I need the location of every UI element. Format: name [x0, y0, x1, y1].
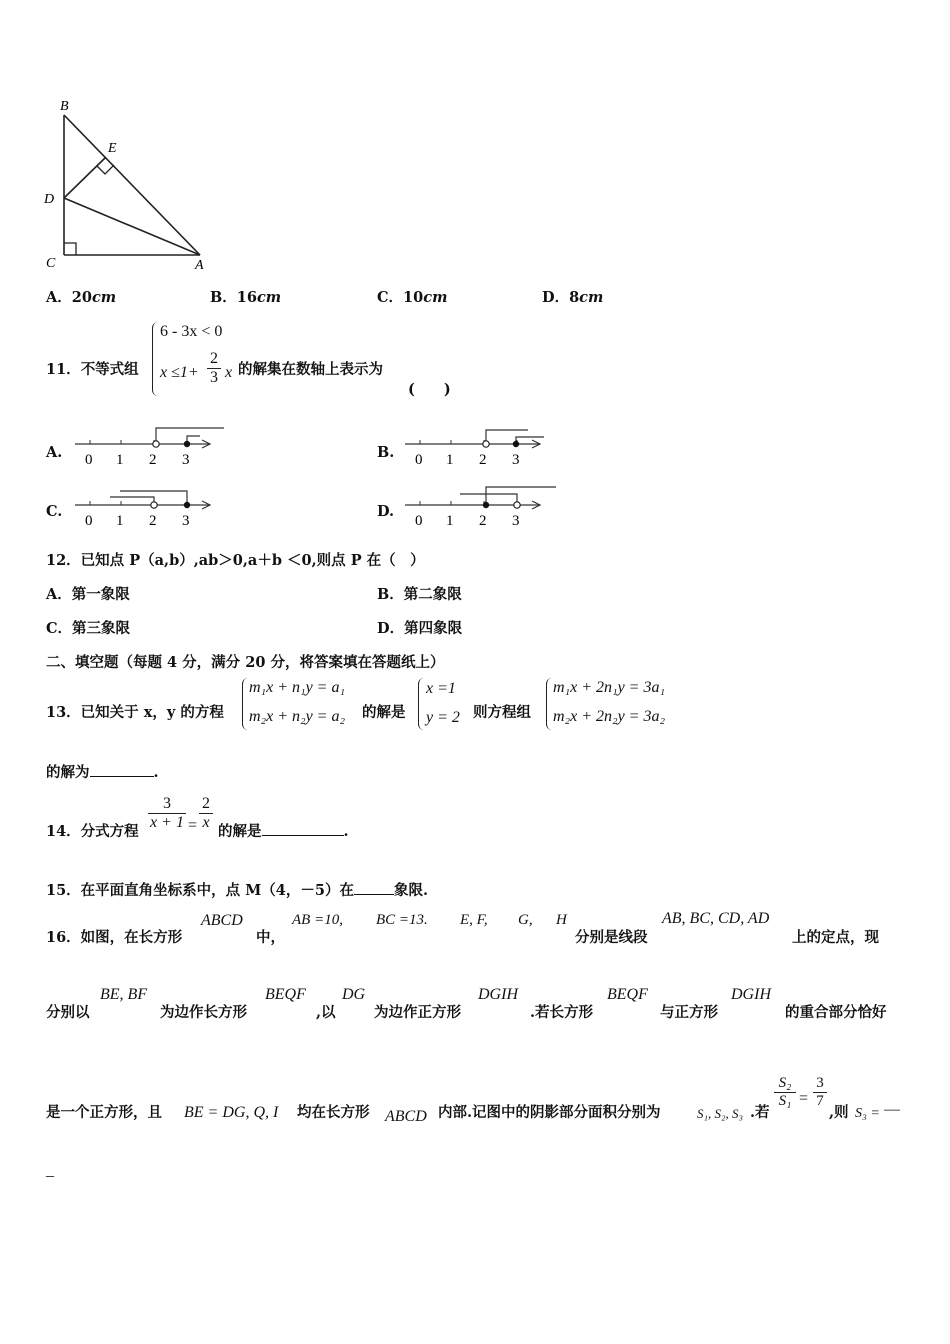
- q16-math-g: G,: [518, 912, 533, 928]
- q16-math-dgih: DGIH: [478, 986, 518, 1003]
- segment-de: [64, 157, 106, 198]
- q16-line2-d: 为边作正方形: [374, 1004, 461, 1021]
- q16-line1-c: 分别是线段: [575, 929, 648, 946]
- svg-text:2: 2: [479, 452, 487, 468]
- q16-line2-f: 与正方形: [660, 1004, 718, 1021]
- q13-sys1-line1: m₁x + n₁y = a₁: [249, 679, 346, 696]
- q14-equals: =: [188, 817, 198, 834]
- q11-lead: 11．不等式组: [46, 361, 139, 378]
- q13-mid: 的解是: [362, 704, 406, 721]
- svg-text:1: 1: [446, 452, 454, 468]
- q13-sys1-line2: m₂x + n₂y = a₂: [249, 708, 346, 725]
- svg-text:0: 0: [415, 452, 423, 468]
- q16-math-dg: DG: [342, 986, 366, 1003]
- svg-text:3: 3: [182, 452, 190, 468]
- q12-stem: 12．已知点 P（a,b）,ab＞0,a＋b ＜0,则点 P 在（ ）: [46, 552, 425, 569]
- q16-math-h: H: [556, 912, 567, 928]
- q13-brace-1: [242, 678, 248, 730]
- q11-option-d-label: D.: [377, 503, 395, 520]
- q16-line1-a: 16．如图，在长方形: [46, 929, 183, 946]
- q16-line1-b: 中，: [256, 929, 285, 946]
- q16-math-beqf-2: BEQF: [607, 986, 648, 1003]
- q16-ratio-fraction: $\frac{\text{S₂}}{\text{S₁}}$: [774, 1075, 796, 1110]
- label-a: A: [195, 258, 204, 273]
- q16-math-s3: S₃ =: [855, 1106, 880, 1121]
- q11-paren: ( ): [408, 381, 451, 398]
- q13-sys2-line1: m₁x + 2n₁y = 3a₁: [553, 679, 666, 696]
- q11-ineq-2a: x ≤1+: [160, 364, 199, 381]
- q16-line2-b: 为边作长方形: [160, 1004, 247, 1021]
- q16-math-ab: AB =10,: [292, 912, 343, 928]
- q11-ineq-2b: x: [225, 364, 233, 381]
- q16-ratio-equals: =: [799, 1090, 809, 1107]
- q13-answer-blank[interactable]: [90, 762, 154, 777]
- q16-math-bebf: BE, BF: [100, 986, 148, 1003]
- label-b: B: [60, 99, 69, 114]
- q16-math-bc: BC =13.: [376, 912, 428, 928]
- q12-option-b: B．第二象限: [377, 586, 462, 603]
- svg-text:0: 0: [85, 513, 93, 529]
- q16-line3-c: 内部.记图中的阴影部分面积分别为: [438, 1104, 661, 1121]
- section-2-heading: 二、填空题（每题 4 分，满分 20 分，将答案填在答题纸上）: [46, 654, 445, 671]
- q15-text: 15．在平面直角坐标系中，点 M（4，－5）在 象限.: [46, 882, 429, 899]
- q16-line2-a: 分别以: [46, 1004, 90, 1021]
- q11-tail: 的解集在数轴上表示为: [238, 361, 383, 378]
- q16-math-s123: S₁, S₂, S₃: [697, 1106, 744, 1121]
- svg-text:2: 2: [479, 513, 487, 529]
- q13-sol-line1: x =1: [426, 680, 456, 697]
- q16-math-ef: E, F,: [460, 912, 488, 928]
- q10-option-b: B．16cm: [210, 289, 282, 306]
- q16-line3-a: 是一个正方形，且: [46, 1104, 162, 1121]
- q14-fraction-1: $\frac{3}{x + 1}$: [148, 795, 186, 832]
- q16-math-abcd: ABCD: [201, 912, 243, 929]
- svg-text:0: 0: [85, 452, 93, 468]
- q12-option-c: C．第三象限: [46, 620, 131, 637]
- q16-line2-e: .若长方形: [530, 1004, 594, 1021]
- svg-text:3: 3: [512, 513, 520, 529]
- svg-text:1: 1: [116, 452, 124, 468]
- q13-brace-3: [546, 678, 552, 730]
- q12-option-a: A．第一象限: [46, 586, 130, 603]
- q16-math-be-dg: BE = DG, Q, I: [184, 1104, 279, 1121]
- q11-option-c-label: C.: [46, 503, 63, 520]
- q13-tail: 的解为 .: [46, 764, 159, 781]
- q13-sol-line2: y = 2: [426, 709, 460, 726]
- q16-math-segs: AB, BC, CD, AD: [662, 910, 770, 927]
- q16-line3-b: 均在长方形: [297, 1104, 370, 1121]
- q13-sys2-line2: m₂x + 2n₂y = 3a₂: [553, 708, 666, 725]
- label-d: D: [44, 192, 55, 207]
- q10-option-a: A．20cm: [46, 289, 117, 306]
- right-angle-e: [97, 165, 114, 174]
- svg-text:3: 3: [182, 513, 190, 529]
- svg-text:0: 0: [415, 513, 423, 529]
- q10-option-d: D．8cm: [542, 289, 604, 306]
- q16-math-dgih-2: DGIH: [731, 986, 771, 1003]
- q13-mid2: 则方程组: [473, 704, 531, 721]
- q12-option-d: D．第四象限: [377, 620, 463, 637]
- q10-triangle-figure: [40, 95, 220, 280]
- q11-option-a-label: A.: [46, 444, 63, 461]
- q16-math-abcd-2: ABCD: [385, 1108, 427, 1125]
- q11-option-c-numberline: [70, 483, 230, 533]
- q11-ineq-1: 6 - 3x < 0: [160, 323, 223, 340]
- q13-lead: 13．已知关于 x，y 的方程: [46, 704, 224, 721]
- q14-answer-blank[interactable]: [262, 821, 344, 836]
- svg-text:1: 1: [446, 513, 454, 529]
- q16-answer-blank-dash[interactable]: —: [884, 1101, 900, 1118]
- q11-brace: [152, 322, 158, 396]
- label-c: C: [46, 256, 56, 271]
- segment-da: [64, 198, 200, 255]
- q16-line2-g: 的重合部分恰好: [785, 1004, 887, 1021]
- q11-option-b-label: B.: [377, 444, 395, 461]
- svg-text:2: 2: [149, 513, 157, 529]
- q16-line1-d: 上的定点，现: [792, 929, 879, 946]
- q11-option-d-numberline: [400, 483, 560, 533]
- q16-math-beqf: BEQF: [265, 986, 306, 1003]
- svg-text:1: 1: [116, 513, 124, 529]
- q16-ratio-value: $\frac{3}{7}$: [813, 1075, 827, 1110]
- q14-lead: 14．分式方程: [46, 823, 139, 840]
- q16-line3-e: ,则: [829, 1104, 849, 1121]
- q16-answer-blank-tail: _: [46, 1162, 54, 1179]
- label-e: E: [108, 141, 117, 156]
- svg-text:2: 2: [149, 452, 157, 468]
- q10-option-c: C．10cm: [377, 289, 448, 306]
- q11-option-a-numberline: [70, 422, 230, 472]
- q11-fraction: $\frac{2}{3}$: [207, 350, 221, 387]
- q14-tail: 的解是 .: [218, 823, 349, 840]
- q16-line3-d: .若: [750, 1104, 770, 1121]
- segment-ba: [64, 115, 200, 255]
- q15-answer-blank[interactable]: [354, 880, 394, 895]
- right-angle-c: [64, 243, 76, 255]
- q11-option-b-numberline: [400, 422, 560, 472]
- q14-fraction-2: $\frac{2}{x}$: [199, 795, 213, 832]
- q16-line2-c: ,以: [316, 1004, 336, 1021]
- q13-brace-2: [418, 678, 424, 730]
- svg-text:3: 3: [512, 452, 520, 468]
